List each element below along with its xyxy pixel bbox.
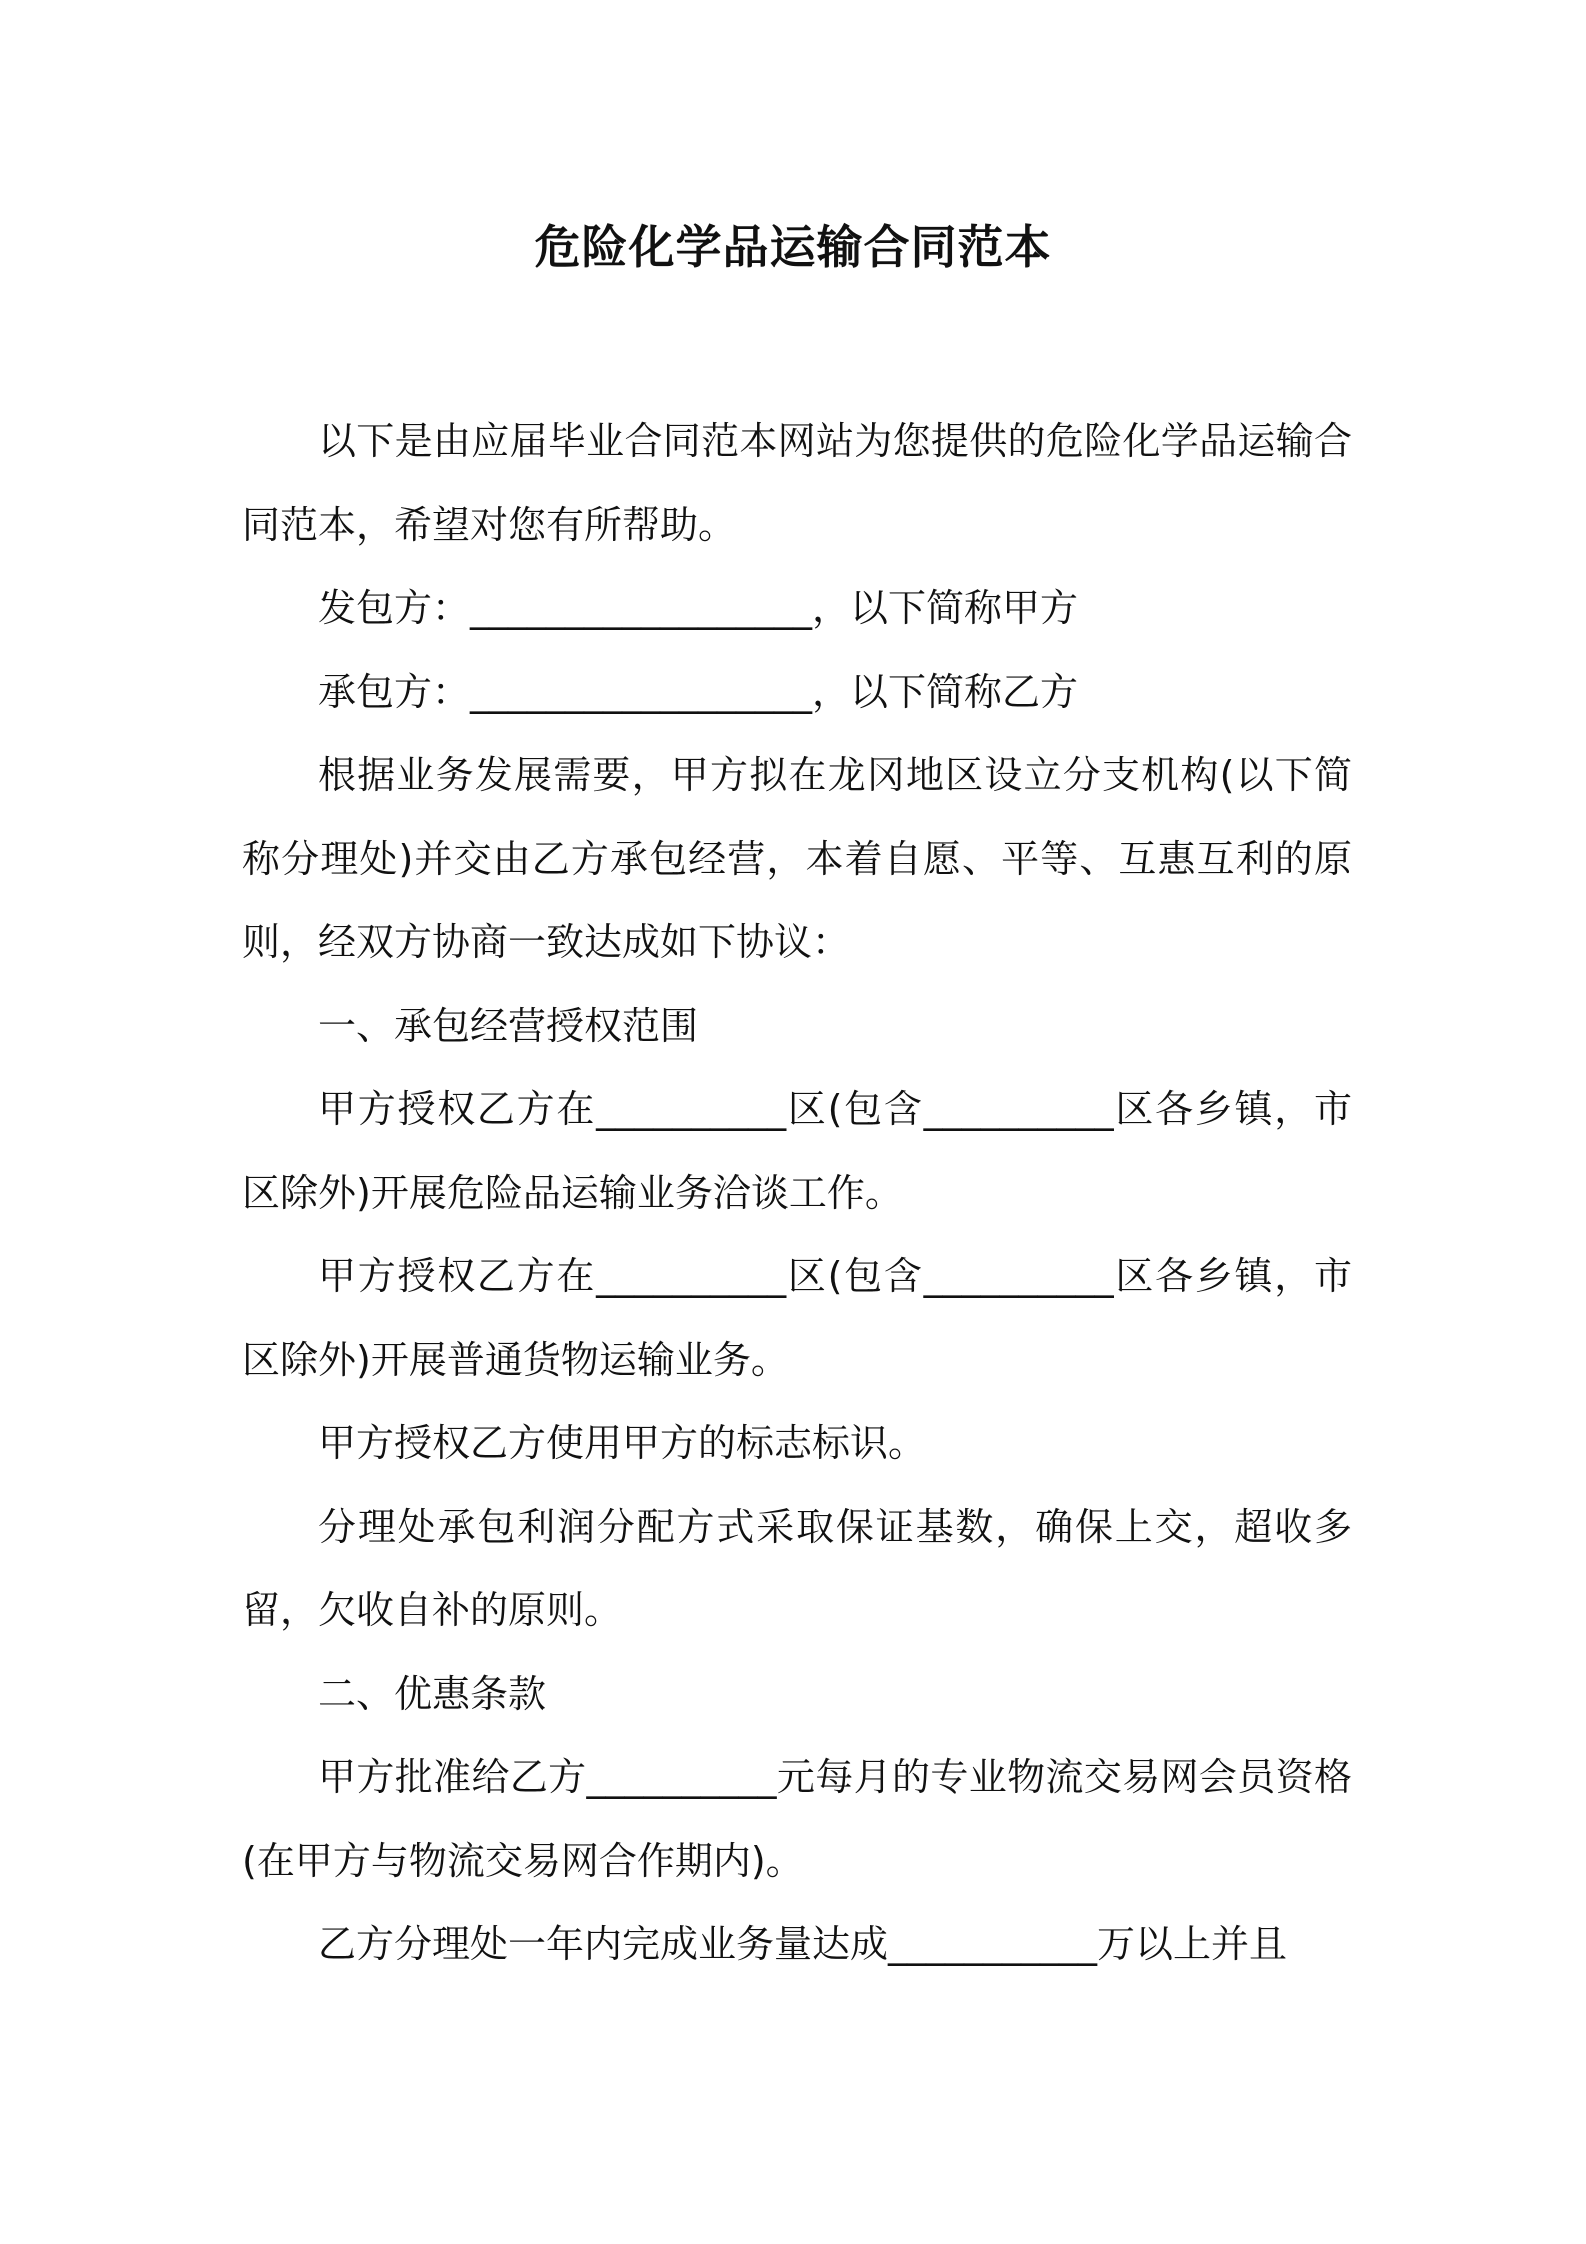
intro-paragraph: 以下是由应届毕业合同范本网站为您提供的危险化学品运输合同范本，希望对您有所帮助。: [242, 419, 1352, 547]
section-heading-1: 一、承包经营授权范围: [318, 1003, 699, 1048]
clause-paragraph: 甲方授权乙方在__________区(包含__________区各乡镇，市区除外)开展危险品运输业务洽谈工作。: [242, 1087, 1352, 1215]
party-a-line: 发包方：__________________，以下简称甲方: [318, 586, 1079, 630]
section-heading-2: 二、优惠条款: [318, 1671, 547, 1716]
document-title: 危险化学品运输合同范本: [534, 220, 1052, 274]
document-body: [242, 400, 1352, 1987]
preamble-paragraph: 根据业务发展需要，甲方拟在龙冈地区设立分支机构(以下简称分理处)并交由乙方承包经营，本着自愿、平等、互惠互利的原则，经双方协商一致达成如下协议：: [242, 753, 1352, 964]
clause-paragraph: 甲方授权乙方使用甲方的标志标识。: [318, 1421, 927, 1465]
clause-paragraph: 甲方批准给乙方__________元每月的专业物流交易网会员资格(在甲方与物流交易网合作期内)。: [242, 1755, 1352, 1883]
clause-paragraph: 乙方分理处一年内完成业务量达成___________万以上并且: [318, 1922, 1288, 1966]
clause-paragraph: 分理处承包利润分配方式采取保证基数，确保上交，超收多留，欠收自补的原则。: [242, 1504, 1352, 1632]
clause-paragraph: 甲方授权乙方在__________区(包含__________区各乡镇，市区除外)开展普通货物运输业务。: [242, 1254, 1352, 1382]
party-b-line: 承包方：__________________，以下简称乙方: [318, 669, 1079, 714]
